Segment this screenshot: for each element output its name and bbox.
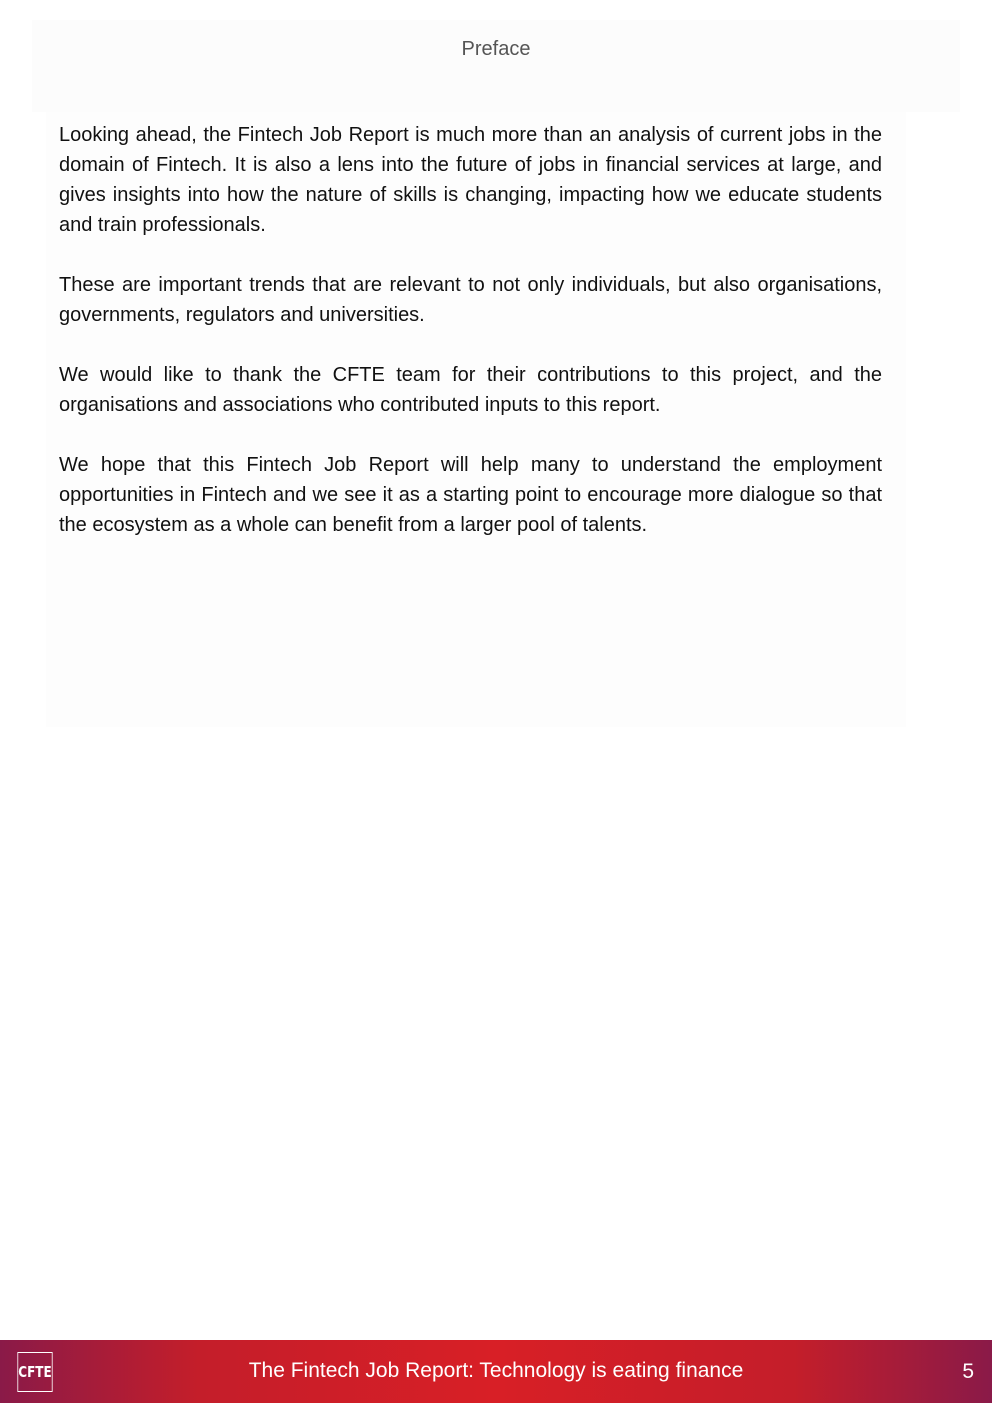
- page-title: Preface: [461, 38, 531, 60]
- page-number: 5: [962, 1360, 974, 1383]
- paragraph: These are important trends that are relevant to not only individuals, but also organisations, governments, regulators and universities.: [59, 274, 882, 326]
- footer-title: The Fintech Job Report: Technology is eating finance: [248, 1359, 744, 1382]
- header-band: [32, 20, 960, 112]
- paragraph: We would like to thank the CFTE team for their contributions to this project, and the organisations and associations who contributed inputs to this report.: [59, 364, 882, 416]
- cfte-logo: CFTE: [17, 1352, 52, 1392]
- body-text: [59, 120, 882, 570]
- paragraph: Looking ahead, the Fintech Job Report is much more than an analysis of current jobs in the domain of Fintech. It is also a lens into the future of jobs in financial services at large, and gives insights into how the nature of skills is changing, impacting how we educate students and train professionals.: [59, 124, 882, 236]
- footer: [0, 1340, 992, 1403]
- paragraph: We hope that this Fintech Job Report will help many to understand the employment opportunities in Fintech and we see it as a starting point to encourage more dialogue so that the ecosystem as a whole can benefit from a larger pool of talents.: [59, 454, 882, 536]
